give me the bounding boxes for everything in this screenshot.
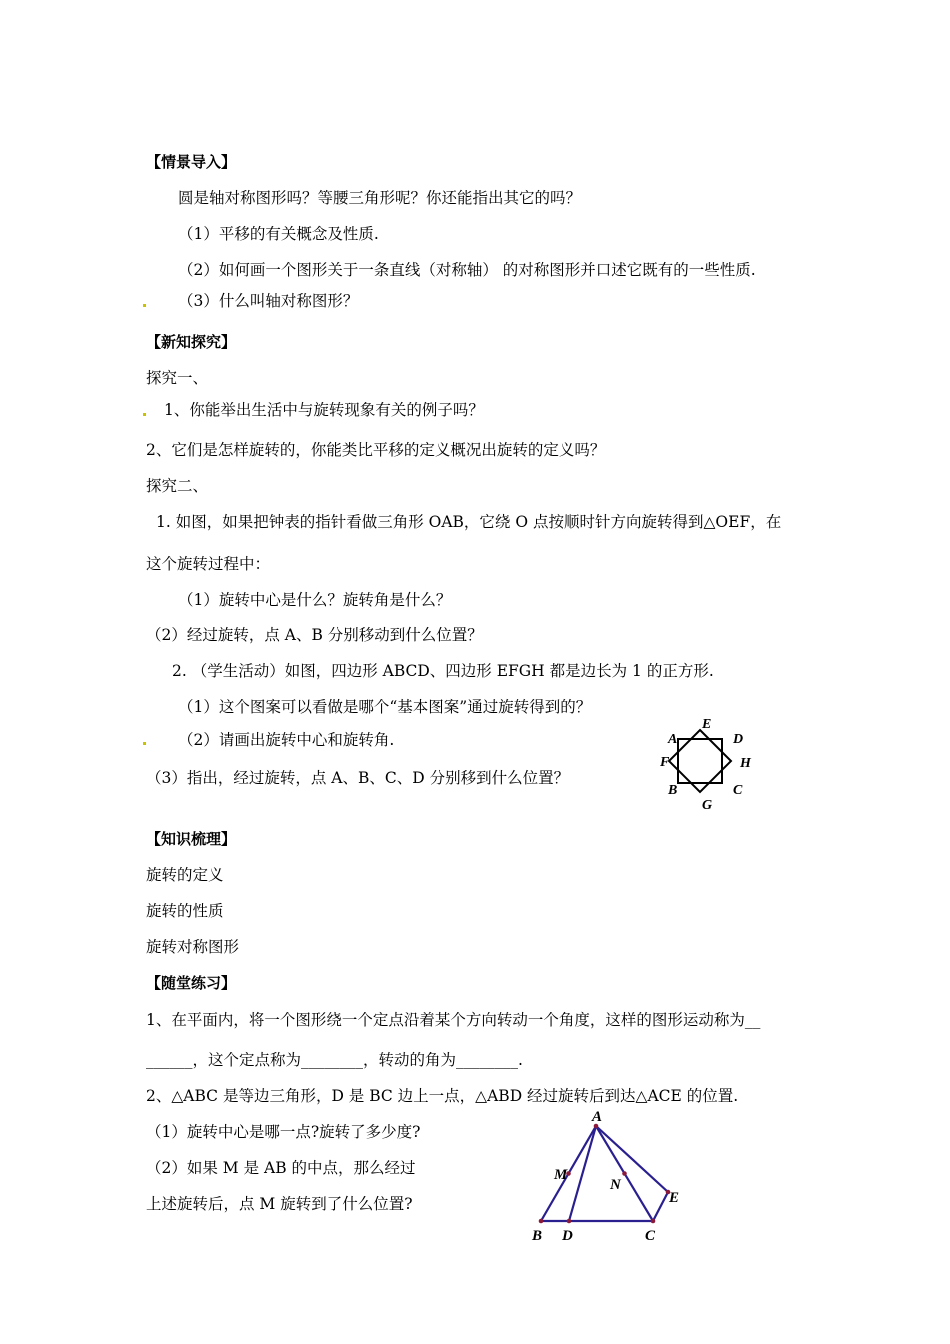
intro-line-4: （3）什么叫轴对称图形？ [178, 292, 359, 310]
speck-mark [143, 742, 146, 745]
explore-part2-q1-line1: 1. 如图，如果把钟表的指针看做三角形 OAB，它绕 O 点按顺时针方向旋转得到△OEF，在 [156, 513, 782, 531]
segment-ae [596, 1126, 668, 1192]
practice-q2-sub1: （1）旋转中心是哪一点?旋转了多少度? [146, 1123, 421, 1141]
explore-part2-title: 探究二、 [146, 477, 209, 495]
intro-line-2: （1）平移的有关概念及性质. [178, 225, 379, 243]
point-n [622, 1171, 627, 1176]
speck-mark [143, 304, 146, 307]
explore-part2-q1-line2: 这个旋转过程中： [146, 555, 271, 573]
intro-heading: 【情景导入】 [146, 153, 237, 171]
speck-mark [143, 413, 146, 416]
triangle-figure [525, 1105, 690, 1245]
intro-line-1: 圆是轴对称图形吗？等腰三角形呢？你还能指出其它的吗？ [178, 189, 582, 207]
label-g: G [702, 798, 713, 812]
explore-heading: 【新知探究】 [146, 333, 237, 351]
intro-line-3: （2）如何画一个图形关于一条直线（对称轴） 的对称图形并口述它既有的一些性质. [178, 261, 756, 279]
explore-part1-q1: 1、你能举出生活中与旋转现象有关的例子吗？ [164, 401, 484, 419]
explore-part1-title: 探究一、 [146, 369, 209, 387]
summary-item-definition: 旋转的定义 [146, 866, 224, 884]
segment-ad [569, 1126, 596, 1221]
label-c: C [733, 783, 743, 798]
tri-label-b: B [532, 1228, 543, 1244]
two-squares-figure [655, 712, 760, 812]
label-h: H [740, 756, 751, 771]
practice-q2-intro: 2、△ABC 是等边三角形，D 是 BC 边上一点，△ABD 经过旋转后到达△ACE 的位置. [146, 1087, 739, 1105]
point-c [651, 1219, 656, 1224]
explore-part2-q2-sub3: （3）指出，经过旋转，点 A、B、C、D 分别移到什么位置？ [146, 769, 570, 787]
summary-item-properties: 旋转的性质 [146, 902, 224, 920]
point-b [539, 1219, 544, 1224]
label-b: B [668, 783, 678, 798]
explore-part1-q2: 2、它们是怎样旋转的，你能类比平移的定义概况出旋转的定义吗？ [146, 441, 606, 459]
tri-label-a: A [592, 1109, 603, 1125]
practice-q2-sub3: 上述旋转后，点 M 旋转到了什么位置? [146, 1195, 413, 1213]
practice-q2-sub2: （2）如果 M 是 AB 的中点，那么经过 [146, 1159, 416, 1177]
point-d [567, 1219, 572, 1224]
practice-q1-line1: 1、在平面内，将一个图形绕一个定点沿着某个方向转动一个角度，这样的图形运动称为__ [146, 1011, 761, 1029]
label-f: F [660, 755, 670, 770]
explore-part2-q2-sub1: （1）这个图案可以看做是哪个“基本图案”通过旋转得到的？ [178, 698, 592, 716]
summary-heading: 【知识梳理】 [146, 830, 237, 848]
label-e: E [702, 717, 712, 732]
practice-heading: 【随堂练习】 [146, 974, 237, 992]
tri-label-e: E [669, 1190, 680, 1206]
summary-item-symmetry: 旋转对称图形 [146, 938, 240, 956]
explore-part2-q2-sub2: （2）请画出旋转中心和旋转角. [178, 731, 395, 749]
tri-label-c: C [645, 1228, 656, 1244]
label-d: D [733, 732, 744, 747]
explore-part2-q1-sub2: （2）经过旋转，点 A、B 分别移动到什么位置？ [146, 626, 483, 644]
tri-label-m: M [554, 1167, 568, 1183]
tri-label-n: N [610, 1177, 621, 1193]
explore-part2-q2-intro: 2. （学生活动）如图，四边形 ABCD、四边形 EFGH 都是边长为 1 的正方形. [172, 662, 714, 680]
segment-ce [653, 1192, 668, 1221]
explore-part2-q1-sub1: （1）旋转中心是什么？旋转角是什么？ [178, 591, 452, 609]
practice-q1-line2: ______，这个定点称为________，转动的角为________. [146, 1051, 523, 1069]
tri-label-d: D [562, 1228, 573, 1244]
label-a: A [668, 732, 678, 747]
